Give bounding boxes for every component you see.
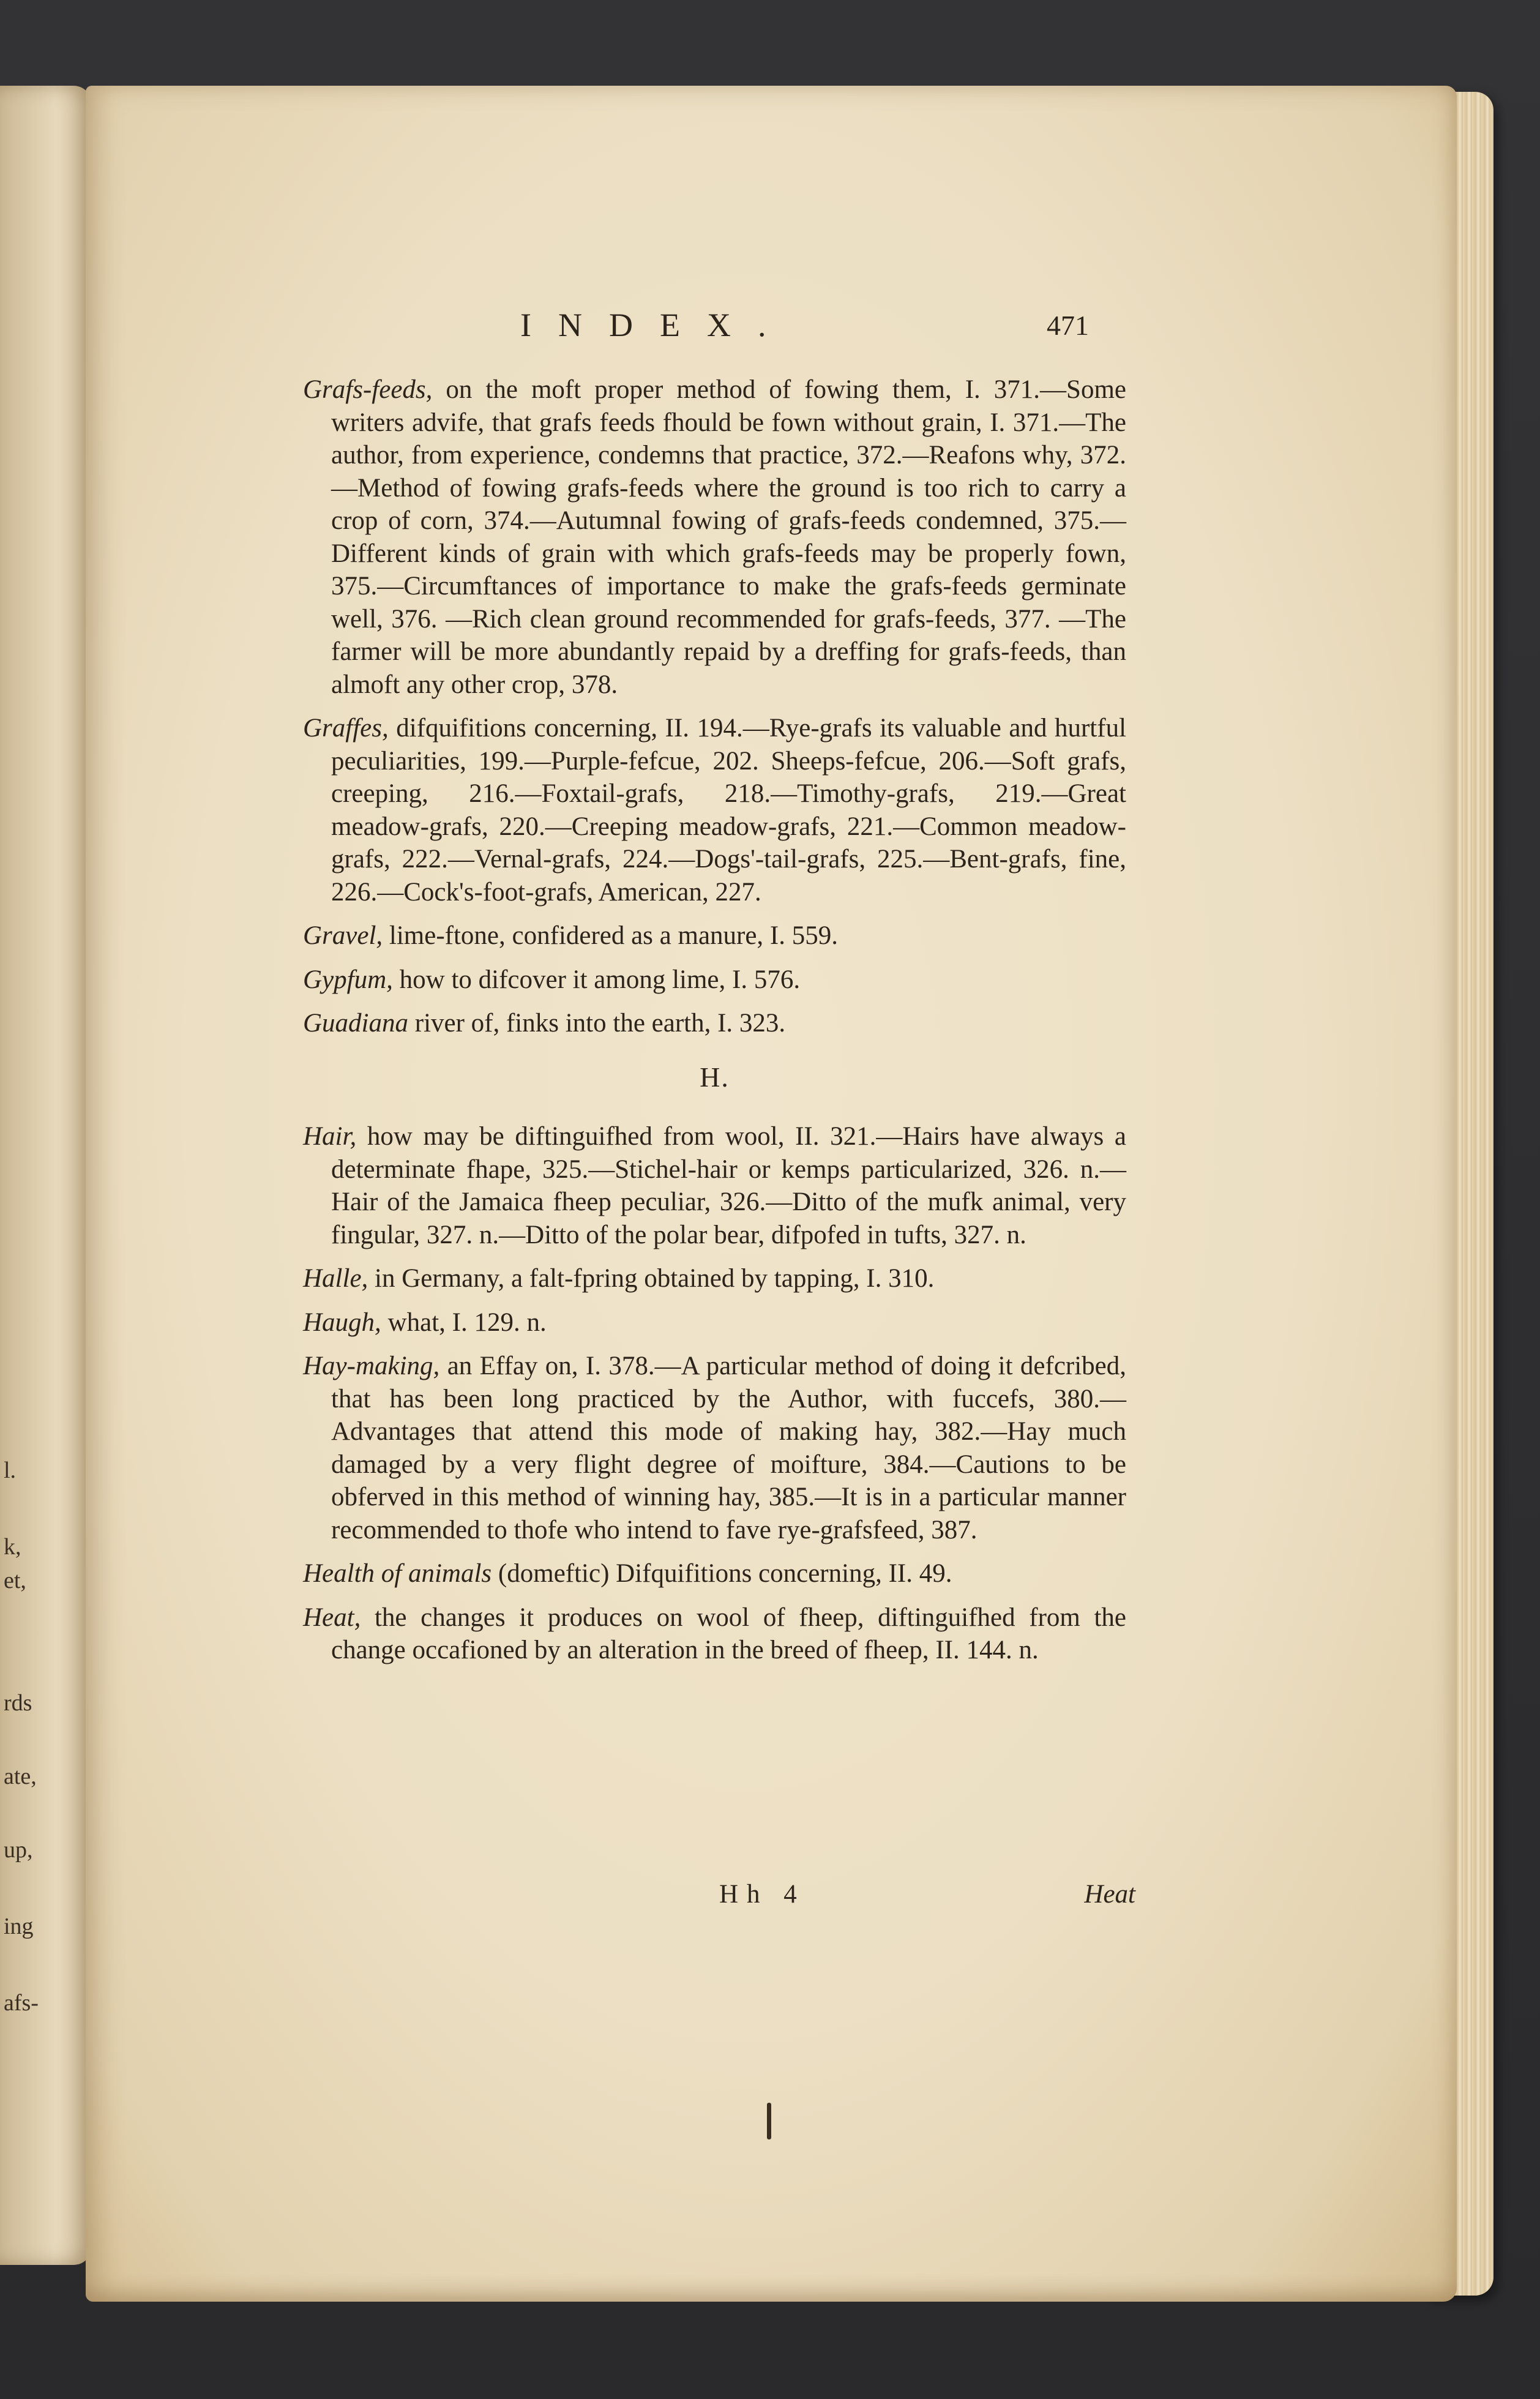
- section-letter: H.: [700, 1061, 730, 1093]
- entry-text: river of, finks into the earth, I. 323.: [414, 1009, 786, 1038]
- facing-page-fragment: up,: [4, 1837, 33, 1863]
- entry-text: how to difcover it among lime, I. 576.: [399, 965, 801, 994]
- index-entry: [303, 373, 1126, 701]
- signature-mark: Hh 4: [719, 1880, 806, 1909]
- index-body: [303, 373, 1126, 1678]
- entry-heading: Haugh,: [303, 1308, 381, 1337]
- entry-text: in Germany, a falt-fpring obtained by tapping, I. 310.: [375, 1264, 935, 1293]
- entry-heading: Hay-making,: [303, 1352, 440, 1380]
- entry-text: an Effay on, I. 378.—A particular method of doing it defcribed, that has been long practiced by the Author, with fuccefs, 380.—Advantages that attend this mode of making hay, 382.—Hay much damaged by a very flight degree of moifture, 384.—Cautions to be obferved in this method of winning hay, 385.—It is in a particular manner recommended to thofe who intend to fave rye-grafsfeed, 387.: [331, 1352, 1127, 1544]
- entry-heading: Guadiana: [303, 1009, 408, 1038]
- entry-text: the changes it produces on wool of fheep, diftinguifhed from the change occafioned by an alteration in the breed of fheep, II. 144. n.: [331, 1603, 1126, 1664]
- facing-page-edge: [0, 86, 92, 2265]
- facing-page-fragment: afs-: [4, 1990, 39, 2016]
- entry-heading: Health of animals: [303, 1559, 492, 1588]
- entry-heading: Gypfum,: [303, 965, 393, 994]
- index-entry: [303, 919, 1126, 952]
- index-entry: [303, 1601, 1126, 1667]
- index-entry: [303, 712, 1126, 908]
- entry-text: on the moft proper method of fowing them, I. 371.—Some writers advife, that grafs feeds fhould be fown without grain, I. 371.—The author, from experience, condemns that practice, 372.—Reafons why, 372.—Method of fowing grafs-feeds where the ground is too rich to carry a crop of corn, 374.—Autumnal fowing of grafs-feeds condemned, 375.—Different kinds of grain with which grafs-feeds may be properly fown, 375.—Circumftances of importance to make the grafs-feeds germinate well, 376. —Rich clean ground recommended for grafs-feeds, 377. —The farmer will be more abundantly repaid by a dreffing for grafs-feeds, than almoft any other crop, 378.: [331, 375, 1127, 699]
- ink-mark: [767, 2103, 771, 2139]
- facing-page-fragment: l.: [4, 1458, 17, 1483]
- index-entry: [303, 1557, 1126, 1590]
- entry-text: lime-ftone, confidered as a manure, I. 559.: [389, 921, 839, 950]
- facing-page-fragment: rds: [4, 1690, 32, 1716]
- facing-page-fragment: et,: [4, 1568, 26, 1593]
- running-header: INDEX.: [520, 307, 793, 343]
- entry-text: how may be diftinguifhed from wool, II. 321.—Hairs have always a determinate fhape, 325.—Stichel-hair or kemps particularized, 326. n.—Hair of the Jamaica fheep peculiar, 326.—Ditto of the mufk animal, very fingular, 327. n.—Ditto of the polar bear, difpofed in tufts, 327. n.: [331, 1122, 1126, 1249]
- page-number: 471: [1047, 310, 1089, 341]
- entry-text: difquifitions concerning, II. 194.—Rye-grafs its valuable and hurtful peculiarities, 199.—Purple-fefcue, 202. Sheeps-fefcue, 206.—Soft grafs, creeping, 216.—Foxtail-grafs, 218.—Timothy-grafs, 219.—Great meadow-grafs, 220.—Creeping meadow-grafs, 221.—Common meadow-grafs, 222.—Vernal-grafs, 224.—Dogs'-tail-grafs, 225.—Bent-grafs, fine, 226.—Cock's-foot-grafs, American, 227.: [331, 714, 1127, 907]
- catchword: Heat: [1084, 1880, 1135, 1909]
- entry-text: (domeftic) Difquifitions concerning, II. 49.: [498, 1559, 952, 1588]
- index-entry: [303, 1262, 1126, 1295]
- index-entry: [303, 1306, 1126, 1339]
- index-entry: [303, 1007, 1126, 1040]
- index-entry: [303, 1120, 1126, 1251]
- entry-heading: Heat,: [303, 1603, 361, 1632]
- entry-heading: Graffes,: [303, 714, 389, 743]
- index-entry: [303, 964, 1126, 997]
- entry-heading: Grafs-feeds,: [303, 375, 433, 404]
- entry-heading: Halle,: [303, 1264, 368, 1293]
- entry-heading: Hair,: [303, 1122, 357, 1151]
- facing-page-fragment: ing: [4, 1914, 34, 1939]
- index-entry: [303, 1350, 1126, 1546]
- entry-heading: Gravel,: [303, 921, 383, 950]
- facing-page-fragment: k,: [4, 1534, 21, 1560]
- entry-text: what, I. 129. n.: [387, 1308, 547, 1337]
- facing-page-fragment: ate,: [4, 1764, 37, 1789]
